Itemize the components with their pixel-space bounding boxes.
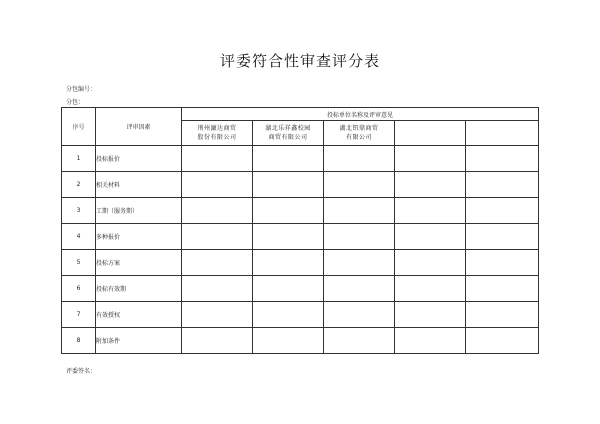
row-factor: 相关材料 (96, 172, 182, 198)
score-cell[interactable] (395, 198, 466, 224)
bidder-cell (324, 121, 395, 146)
row-factor: 投标有效期 (96, 276, 182, 302)
score-cell[interactable] (253, 172, 324, 198)
package-label: 分包： (66, 99, 85, 106)
score-cell[interactable] (466, 276, 539, 302)
score-cell[interactable] (324, 328, 395, 354)
row-factor: 投标报价 (96, 146, 182, 172)
score-cell[interactable] (324, 198, 395, 224)
score-cell[interactable] (324, 250, 395, 276)
row-seq: 8 (62, 328, 96, 354)
score-cell[interactable] (182, 328, 253, 354)
score-cell[interactable] (253, 198, 324, 224)
row-factor: 投标方案 (96, 250, 182, 276)
score-cell[interactable] (182, 146, 253, 172)
row-seq: 3 (62, 198, 96, 224)
score-cell[interactable] (395, 224, 466, 250)
score-cell[interactable] (324, 146, 395, 172)
table-row (62, 302, 539, 328)
row-seq: 5 (62, 250, 96, 276)
table-row (62, 224, 539, 250)
table-row (62, 250, 539, 276)
header-factor: 评审因素 (96, 108, 182, 146)
bidder-name-line2: 有限公司 (345, 134, 372, 141)
score-cell[interactable] (253, 146, 324, 172)
score-cell[interactable] (324, 276, 395, 302)
score-cell[interactable] (395, 302, 466, 328)
score-cell[interactable] (395, 328, 466, 354)
review-table (61, 107, 539, 354)
score-cell[interactable] (466, 302, 539, 328)
signature-label: 评委签名： (66, 368, 97, 375)
score-cell[interactable] (466, 198, 539, 224)
table-row (62, 276, 539, 302)
score-cell[interactable] (466, 250, 539, 276)
bidder-cell (466, 121, 539, 146)
score-cell[interactable] (466, 146, 539, 172)
bidder-name-line2: 商贸有限公司 (268, 134, 308, 141)
table-row (62, 198, 539, 224)
header-bidders: 投标单位名称及评审意见 (182, 108, 539, 121)
row-seq: 1 (62, 146, 96, 172)
score-cell[interactable] (253, 302, 324, 328)
table-row (62, 328, 539, 354)
score-cell[interactable] (324, 302, 395, 328)
score-cell[interactable] (466, 172, 539, 198)
score-cell[interactable] (466, 224, 539, 250)
score-cell[interactable] (324, 172, 395, 198)
row-seq: 4 (62, 224, 96, 250)
score-cell[interactable] (395, 172, 466, 198)
score-cell[interactable] (324, 224, 395, 250)
score-cell[interactable] (395, 250, 466, 276)
score-cell[interactable] (395, 146, 466, 172)
score-cell[interactable] (253, 224, 324, 250)
bidder-name-line2: 股份有限公司 (197, 134, 237, 141)
score-cell[interactable] (253, 276, 324, 302)
bidder-name-line1: 荆州濂达商贸 (197, 125, 237, 132)
row-seq: 7 (62, 302, 96, 328)
score-cell[interactable] (466, 328, 539, 354)
table-row (62, 172, 539, 198)
table-row (62, 146, 539, 172)
row-factor: 有效授权 (96, 302, 182, 328)
score-cell[interactable] (253, 250, 324, 276)
score-cell[interactable] (182, 224, 253, 250)
row-factor: 多种报价 (96, 224, 182, 250)
row-seq: 2 (62, 172, 96, 198)
bidder-name-line1: 湖北乐祥鑫校园 (265, 125, 311, 132)
page-title: 评委符合性审查评分表 (219, 52, 380, 70)
score-cell[interactable] (182, 172, 253, 198)
score-cell[interactable] (395, 276, 466, 302)
row-seq: 6 (62, 276, 96, 302)
score-cell[interactable] (182, 250, 253, 276)
bidder-cell (395, 121, 466, 146)
package-number-label: 分包编号： (66, 86, 97, 93)
bidder-cell (253, 121, 324, 146)
score-cell[interactable] (182, 276, 253, 302)
row-factor: 附加条件 (96, 328, 182, 354)
bidder-name-line1: 湖北钮鼎商贸 (339, 125, 379, 132)
header-seq: 序号 (62, 108, 96, 146)
score-cell[interactable] (253, 328, 324, 354)
score-cell[interactable] (182, 302, 253, 328)
bidder-cell (182, 121, 253, 146)
row-factor: 工期（服务期） (96, 198, 182, 224)
score-cell[interactable] (182, 198, 253, 224)
